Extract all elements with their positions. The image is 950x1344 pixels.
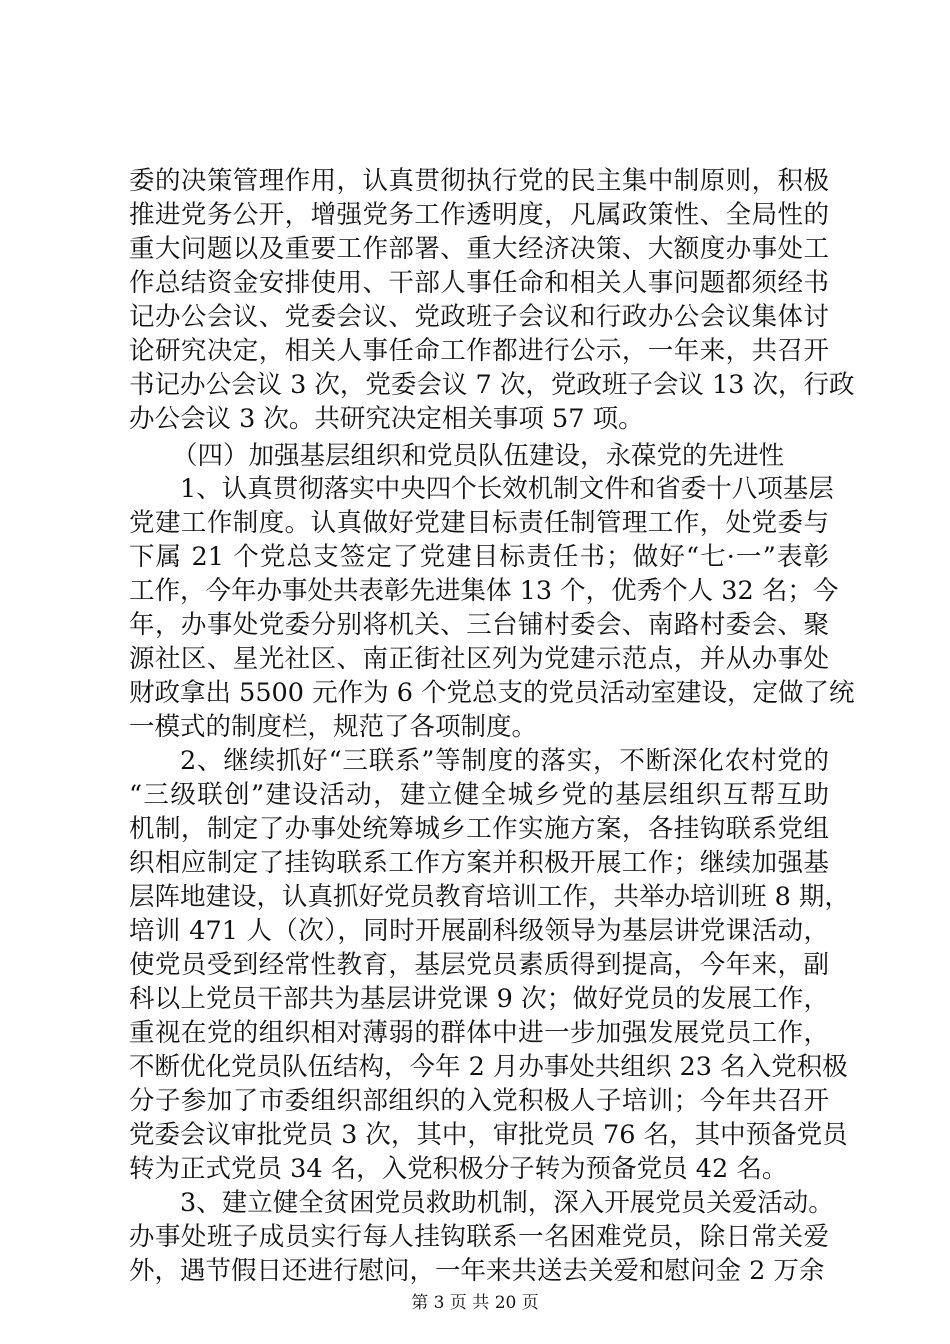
- text-line: 年，办事处党委分别将机关、三台铺村委会、南路村委会、聚: [129, 610, 829, 640]
- text-line: 不断优化党员队伍结构，今年 2 月办事处共组织 23 名入党积极: [129, 1052, 848, 1082]
- text-line: 织相应制定了挂钩联系工作方案并积极开展工作；继续加强基: [129, 848, 829, 878]
- text-line: 下属 21 个党总支签定了党建目标责任书；做好“七·一”表彰: [129, 542, 829, 572]
- text-line: 推进党务公开，增强党务工作透明度，凡属政策性、全局性的: [129, 200, 829, 230]
- text-line: （四）加强基层组织和党员队伍建设，永葆党的先进性: [172, 441, 785, 471]
- text-line: 3、建立健全贫困党员救助机制，深入开展党员关爱活动。: [180, 1188, 834, 1218]
- text-line: 办公会议 3 次。共研究决定相关事项 57 项。: [129, 404, 644, 434]
- text-line: 科以上党员干部共为基层讲党课 9 次；做好党员的发展工作，: [129, 984, 829, 1014]
- text-line: 书记办公会议 3 次，党委会议 7 次，党政班子会议 13 次，行政: [129, 370, 855, 400]
- text-line: 1、认真贯彻落实中央四个长效机制文件和省委十八项基层: [180, 474, 834, 504]
- text-line: 一模式的制度栏，规范了各项制度。: [129, 712, 538, 742]
- text-line: 记办公会议、党委会议、党政班子会议和行政办公会议集体讨: [129, 302, 829, 332]
- text-line: 党委会议审批党员 3 次，其中，审批党员 76 名，其中预备党员: [129, 1120, 848, 1150]
- text-line: 外，遇节假日还进行慰问，一年来共送去关爱和慰问金 2 万余: [129, 1256, 825, 1286]
- text-line: 分子参加了市委组织部组织的入党积极人子培训；今年共召开: [129, 1086, 829, 1116]
- page-footer: 第 3 页 共 20 页: [411, 1293, 539, 1313]
- text-line: “三级联创”建设活动，建立健全城乡党的基层组织互帮互助: [129, 780, 829, 810]
- text-line: 机制，制定了办事处统筹城乡工作实施方案，各挂钩联系党组: [129, 814, 829, 844]
- text-line: 委的决策管理作用，认真贯彻执行党的民主集中制原则，积极: [129, 166, 829, 196]
- text-line: 工作，今年办事处共表彰先进集体 13 个，优秀个人 32 名；今: [129, 576, 839, 606]
- text-line: 财政拿出 5500 元作为 6 个党总支的党员活动室建设，定做了统: [129, 678, 855, 708]
- text-line: 党建工作制度。认真做好党建目标责任制管理工作，处党委与: [129, 508, 829, 538]
- text-line: 作总结资金安排使用、干部人事任命和相关人事问题都须经书: [129, 268, 829, 298]
- text-line: 培训 471 人（次），同时开展副科级领导为基层讲党课活动，: [129, 916, 829, 946]
- text-line: 办事处班子成员实行每人挂钩联系一名困难党员，除日常关爱: [129, 1222, 829, 1252]
- text-line: 重大问题以及重要工作部署、重大经济决策、大额度办事处工: [129, 234, 829, 264]
- text-line: 转为正式党员 34 名，入党积极分子转为预备党员 42 名。: [129, 1154, 788, 1184]
- text-line: 重视在党的组织相对薄弱的群体中进一步加强发展党员工作，: [129, 1018, 829, 1048]
- text-line: 层阵地建设，认真抓好党员教育培训工作，共举办培训班 8 期，: [129, 882, 850, 912]
- text-line: 论研究决定，相关人事任命工作都进行公示，一年来，共召开: [129, 336, 829, 366]
- text-line: 使党员受到经常性教育，基层党员素质得到提高，今年来，副: [129, 950, 829, 980]
- text-line: 源社区、星光社区、南正街社区列为党建示范点，并从办事处: [129, 644, 829, 674]
- text-line: 2、继续抓好“三联系”等制度的落实，不断深化农村党的: [180, 746, 829, 776]
